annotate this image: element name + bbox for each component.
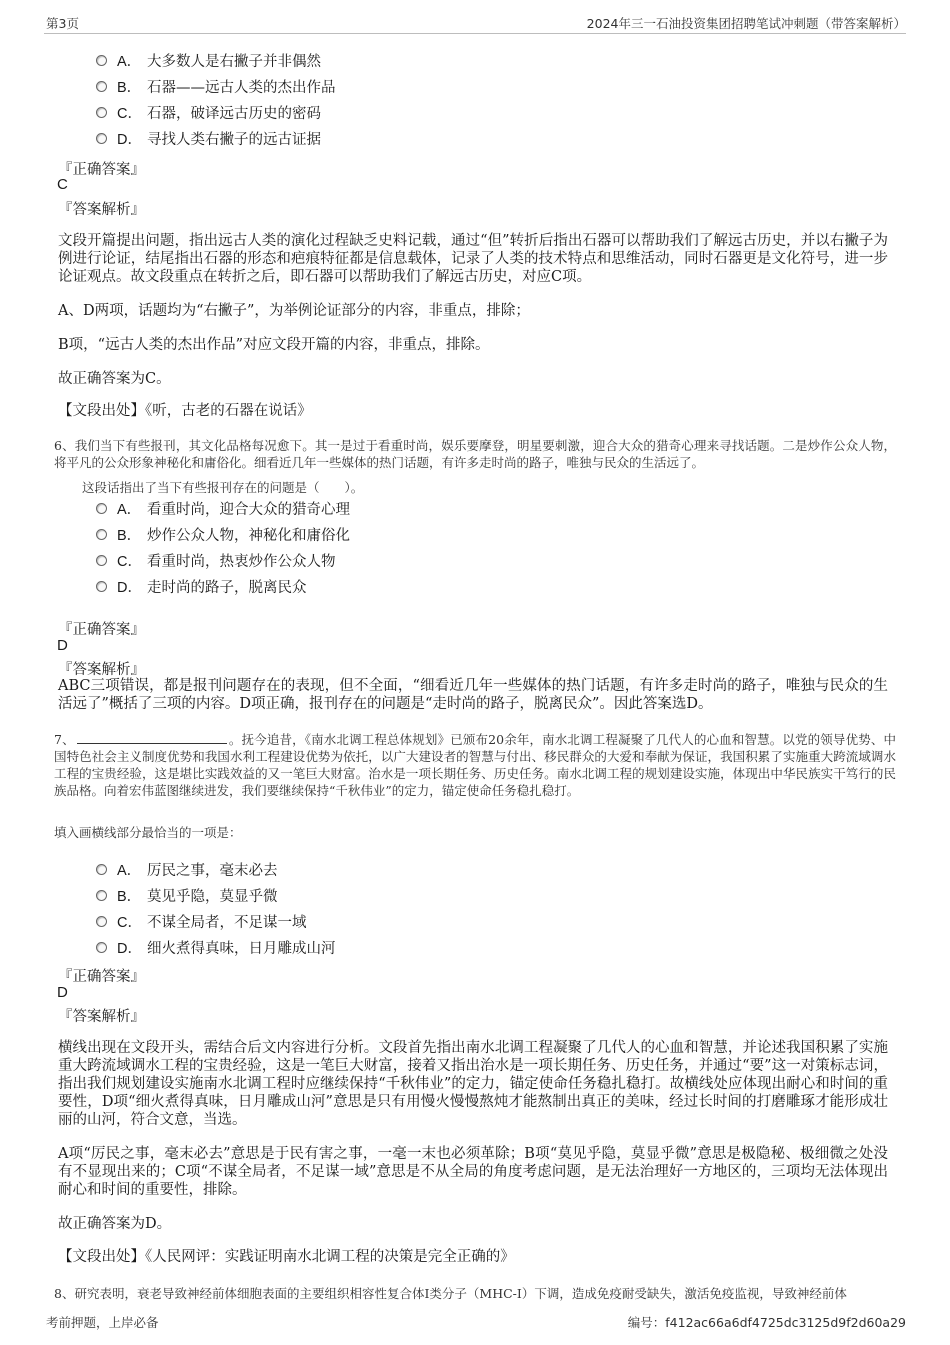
q6-answer-label: 『正确答案』 <box>58 622 145 638</box>
fill-blank <box>77 731 227 744</box>
q6-analysis-paragraph: ABC三项错误，都是报刊问题存在的表现，但不全面，“细看近几年一些媒体的热门话题，有许多走时尚的路子，唯独与民众的生活远了”概括了三项的内容。D项正确，报刊存在的问题是“走时尚的路子，脱离民众”。因此答案选D。 <box>58 678 888 712</box>
option-text: 不谋全局者，不足谋一域 <box>147 914 307 931</box>
q7-option-a[interactable]: A． 厉民之事，毫末必去 <box>96 858 278 880</box>
q7-option-d[interactable]: D． 细火煮得真味，日月雕成山河 <box>96 936 336 958</box>
footer-slogan: 考前押题，上岸必备 <box>46 1315 159 1330</box>
q5-analysis-label: 『答案解析』 <box>58 202 145 218</box>
q5-analysis-paragraph: 故正确答案为C。 <box>58 371 171 387</box>
radio-icon[interactable] <box>96 55 107 66</box>
radio-icon[interactable] <box>96 133 107 144</box>
q7-analysis-paragraph: 故正确答案为D。 <box>58 1216 172 1232</box>
q5-answer: C <box>57 176 68 193</box>
radio-icon[interactable] <box>96 942 107 953</box>
q6-option-b[interactable]: B． 炒作公众人物，神秘化和庸俗化 <box>96 523 350 545</box>
q7-analysis-label: 『答案解析』 <box>58 1009 145 1025</box>
option-text: 细火煮得真味，日月雕成山河 <box>147 940 336 957</box>
q5-option-d[interactable]: D． 寻找人类右撇子的远古证据 <box>96 127 321 149</box>
option-text: 寻找人类右撇子的远古证据 <box>147 131 321 148</box>
q6-answer: D <box>57 637 68 654</box>
radio-icon[interactable] <box>96 581 107 592</box>
option-text: 莫见乎隐，莫显乎微 <box>147 888 278 905</box>
q6-option-c[interactable]: C． 看重时尚，热衷炒作公众人物 <box>96 549 336 571</box>
document-title: 2024年三一石油投资集团招聘笔试冲刺题（带答案解析） <box>586 16 906 31</box>
option-text: 走时尚的路子，脱离民众 <box>147 579 307 596</box>
q6-question: 这段话指出了当下有些报刊存在的问题是（ ）。 <box>82 480 364 495</box>
q6-option-a[interactable]: A． 看重时尚，迎合大众的猎奇心理 <box>96 497 350 519</box>
option-text: 大多数人是右撇子并非偶然 <box>147 53 321 70</box>
q8-stem: 8、研究表明，衰老导致神经前体细胞表面的主要组织相容性复合体I类分子（MHC-I）下调，造成免疫耐受缺失，激活免疫监视，导致神经前体 <box>54 1286 847 1301</box>
q7-answer: D <box>57 984 68 1001</box>
document-code: 编号：f412ac66a6df4725dc3125d9f2d60a29 <box>627 1315 906 1330</box>
radio-icon[interactable] <box>96 864 107 875</box>
q7-answer-label: 『正确答案』 <box>58 969 145 985</box>
radio-icon[interactable] <box>96 916 107 927</box>
q6-stem: 6、我们当下有些报刊，其文化品格每况愈下。其一是过于看重时尚，娱乐要摩登，明星要刺激，迎合大众的猎奇心理来寻找话题。二是炒作公众人物，将平凡的公众形象神秘化和庸俗化。细看近几年一些媒体的热门话题，有许多走时尚的路子，唯独与民众的生活远了。 <box>54 438 896 470</box>
q5-option-a[interactable]: A． 大多数人是右撇子并非偶然 <box>96 49 321 71</box>
q5-answer-label: 『正确答案』 <box>58 162 145 178</box>
q7-stem: 7、 。抚今追昔，《南水北调工程总体规划》已颁布20余年，南水北调工程凝聚了几代人的心血和智慧。以党的领导优势、中国特色社会主义制度优势和我国水利工程建设优势为依托，以广大建设者的智慧与付出、移民群众的大爱和奉献为保证，我国积累了实施重大跨流域调水工程的宝贵经验，这是堪比实践效益的又一笔巨大财富。治水是一项长期任务、历史任务。南水北调工程的规划建设实施，体现出中华民族实干笃行的民族品格。向着宏伟蓝图继续进发，我们要继续保持“千秋伟业”的定力，锚定使命任务稳扎稳打。 <box>54 732 896 798</box>
radio-icon[interactable] <box>96 503 107 514</box>
q7-question: 填入画横线部分最恰当的一项是： <box>54 825 242 840</box>
option-text: 石器——远古人类的杰出作品 <box>147 79 336 96</box>
option-text: 炒作公众人物，神秘化和庸俗化 <box>147 527 350 544</box>
q6-analysis-label: 『答案解析』 <box>58 662 145 678</box>
q7-analysis-paragraph: A项“厉民之事，毫末必去”意思是于民有害之事，一毫一末也必须革除；B项“莫见乎隐，莫显乎微”意思是极隐秘、极细微之处没有不显现出来的；C项“不谋全局者，不足谋一域”意思是不从全局的角度考虑问题，是无法治理好一方地区的，三项均无法体现出耐心和时间的重要性，排除。 <box>58 1146 888 1198</box>
q7-option-b[interactable]: B． 莫见乎隐，莫显乎微 <box>96 884 278 906</box>
option-text: 看重时尚，热衷炒作公众人物 <box>147 553 336 570</box>
q5-option-b[interactable]: B． 石器——远古人类的杰出作品 <box>96 75 336 97</box>
q5-option-c[interactable]: C． 石器，破译远古历史的密码 <box>96 101 321 123</box>
page-number: 第3页 <box>46 16 79 31</box>
radio-icon[interactable] <box>96 555 107 566</box>
q5-analysis-paragraph: B项，“远古人类的杰出作品”对应文段开篇的内容，非重点，排除。 <box>58 337 490 353</box>
q7-analysis-paragraph: 横线出现在文段开头，需结合后文内容进行分析。文段首先指出南水北调工程凝聚了几代人的心血和智慧，并论述我国积累了实施重大跨流域调水工程的宝贵经验，这是一笔巨大财富，接着又指出治水是一项长期任务、历史任务，并通过“要”这一对策标志词，指出我们规划建设实施南水北调工程时应继续保持“千秋伟业”的定力，锚定使命任务稳扎稳打。故横线处应体现出耐心和时间的重要性，D项“细火煮得真味，日月雕成山河”意思是只有用慢火慢慢熬炖才能熬制出真正的美味，经过长时间的打磨雕琢才能形成壮丽的山河，符合文意，当选。 <box>58 1040 888 1128</box>
radio-icon[interactable] <box>96 890 107 901</box>
radio-icon[interactable] <box>96 107 107 118</box>
q7-option-c[interactable]: C． 不谋全局者，不足谋一域 <box>96 910 307 932</box>
radio-icon[interactable] <box>96 529 107 540</box>
header-divider <box>44 33 906 34</box>
option-text: 看重时尚，迎合大众的猎奇心理 <box>147 501 350 518</box>
option-text: 石器，破译远古历史的密码 <box>147 105 321 122</box>
q6-option-d[interactable]: D． 走时尚的路子，脱离民众 <box>96 575 307 597</box>
q5-source: 【文段出处】《听，古老的石器在说话》 <box>58 403 312 419</box>
q7-source: 【文段出处】《人民网评：实践证明南水北调工程的决策是完全正确的》 <box>58 1249 515 1265</box>
q5-analysis-paragraph: A、D两项，话题均为“右撇子”，为举例论证部分的内容，非重点，排除； <box>58 303 530 319</box>
radio-icon[interactable] <box>96 81 107 92</box>
q5-analysis-paragraph: 文段开篇提出问题，指出远古人类的演化过程缺乏史料记载，通过“但”转折后指出石器可以帮助我们了解远古历史，并以右撇子为例进行论证，结尾指出石器的形态和疤痕特征都是信息载体，记录了人类的技术特点和思维活动，同时石器更是文化符号，进一步论证观点。故文段重点在转折之后，即石器可以帮助我们了解远古历史，对应C项。 <box>58 233 888 285</box>
option-text: 厉民之事，毫末必去 <box>147 862 278 879</box>
